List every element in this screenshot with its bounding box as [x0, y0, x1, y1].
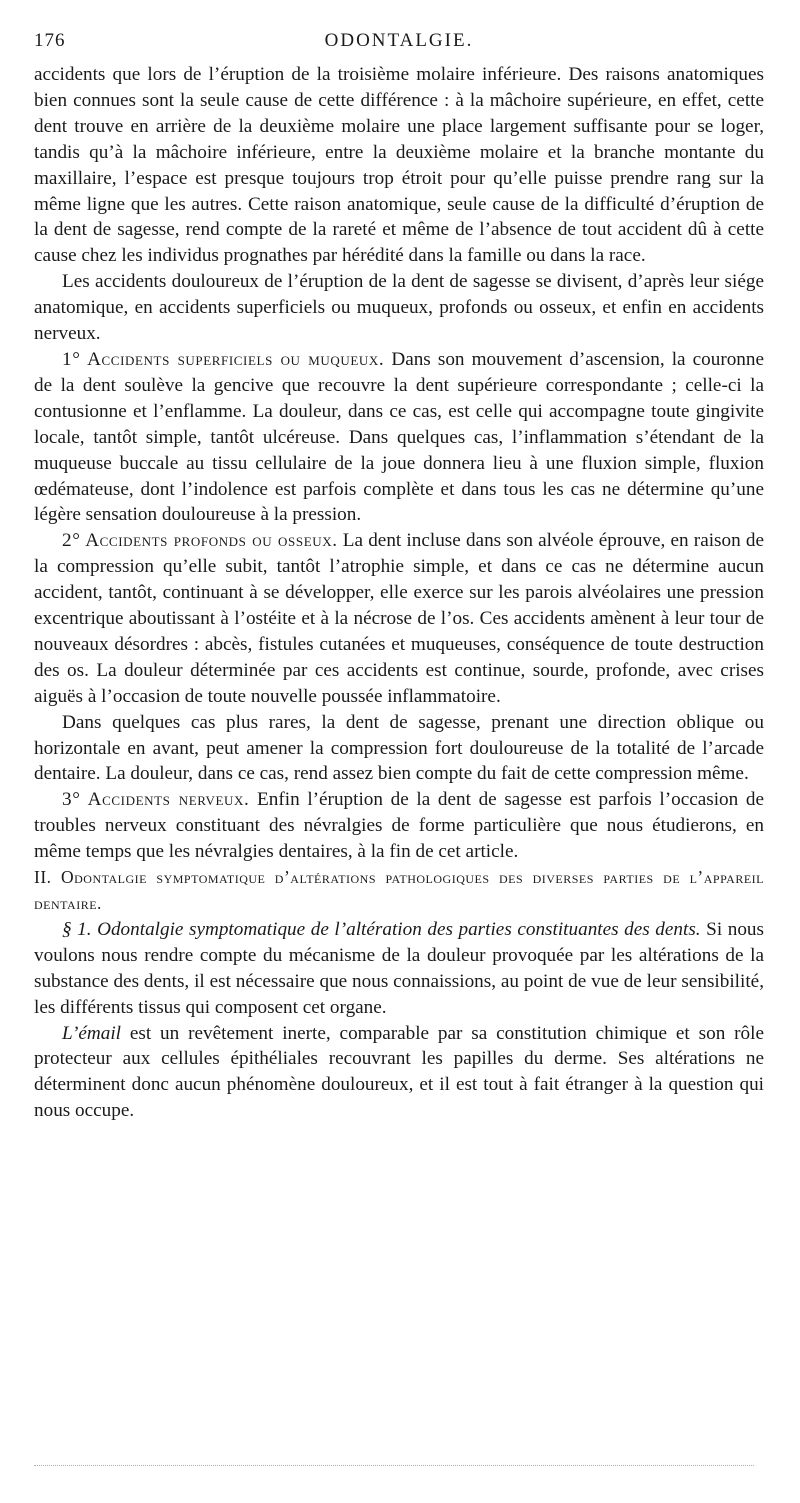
- paragraph-lead: 2° Accidents profonds ou osseux.: [62, 530, 338, 552]
- running-title: ODONTALGIE.: [324, 30, 474, 51]
- paragraph-nervous-accidents: [34, 787, 764, 865]
- paragraph-text: accidents que lors de l’éruption de la troisième molaire inférieure. Des raisons anatomiques bien connues sont la seule cause de cette différence : à la mâchoire supérieure, en effet, cette dent trouve en arrière de la deuxième molaire une place largement suffisante pour se loger, tandis qu’à la mâchoire inférieure, entre la deuxième molaire et la branche montante du maxillaire, l’espace est presque toujours trop étroit pour qu’elle puisse prendre rang sur la même ligne que les autres. Cette raison anatomique, seule cause de la difficulté d’éruption de la dent de sagesse, rend compte de la rareté et même de l’absence de tout accident dû à cette cause chez les individus prognathes par hérédité dans la famille ou dans la race.: [34, 64, 764, 267]
- section-heading: II. Odontalgie symptomatique d’altérations pathologiques des diverses parties de l’appareil dentaire.: [34, 867, 764, 913]
- footer-divider: [34, 1465, 754, 1466]
- paragraph-lead: 3° Accidents nerveux.: [62, 789, 250, 811]
- paragraph-deep-accidents: [34, 528, 764, 709]
- paragraph-text: est un revêtement inerte, comparable par sa constitution chimique et son rôle protecteur aux cellules épithéliales recouvrant les papilles du derme. Ses altérations ne déterminent donc aucun phénomène douloureux, et il est tout à fait étranger à la question qui nous occupe.: [34, 1022, 764, 1122]
- paragraph-rare-cases: [34, 710, 764, 788]
- paragraph-continuation: [34, 62, 764, 269]
- subsection-title: § 1. Odontalgie symptomatique de l’altération des parties constituantes des dents.: [62, 918, 701, 940]
- paragraph-text: Dans son mouvement d’ascension, la couronne de la dent soulève la gencive que recouvre la dent supérieure correspondante ; celle-ci la contusionne et l’enflamme. La douleur, dans ce cas, est celle qui accompagne toute gingivite locale, tantôt simple, tantôt ulcéreuse. Dans quelques cas, l’inflammation s’étendant de la muqueuse buccale au tissu cellulaire de la joue donnera lieu à une fluxion simple, fluxion œdémateuse, dont l’indolence est parfois complète et dans tous les cas ne détermine qu’une légère sensation douloureuse à la pression.: [34, 348, 765, 526]
- paragraph-text: Les accidents douloureux de l’éruption de la dent de sagesse se divisent, d’après leur siége anatomique, en accidents superficiels ou muqueux, profonds ou osseux, et enfin en accidents nerveux.: [34, 271, 764, 345]
- paragraph-text: Si nous voulons nous rendre compte du mécanisme de la douleur provoquée par les altérations de la substance des dents, il est nécessaire que nous connaissions, au point de vue de leur sensibilité, les différents tissus qui composent cet organe.: [34, 918, 764, 1018]
- paragraph-text: Dans quelques cas plus rares, la dent de sagesse, prenant une direction oblique ou horizontale en avant, peut amener la compression fort douloureuse de la totalité de l’arcade dentaire. La douleur, dans ce cas, rend assez bien compte du fait de cette compression même.: [34, 711, 764, 785]
- paragraph-subsection-1: [34, 917, 764, 1021]
- paragraph-lead: 1° Accidents superficiels ou muqueux.: [62, 348, 385, 370]
- paragraph-divisions: [34, 269, 764, 347]
- page-header: [34, 30, 764, 62]
- paragraph-superficial-accidents: [34, 347, 764, 528]
- paragraph-text: La dent incluse dans son alvéole éprouve, en raison de la compression qu’elle subit, tantôt l’atrophie simple, et dans ce cas ne détermine aucun accident, tantôt, continuant à se développer, elle exerce sur les parois alvéolaires une pression excentrique aboutissant à l’ostéite et à la nécrose de l’os. Ces accidents amènent à leur tour de nouveaux désordres : abcès, fistules cutanées et muqueuses, conséquence de toute destruction des os. La douleur déterminée par ces accidents est continue, sourde, profonde, avec crises aiguës à l’occasion de toute nouvelle poussée inflammatoire.: [34, 530, 764, 707]
- body-text: [34, 62, 764, 1124]
- page-number: 176: [34, 30, 66, 51]
- paragraph-enamel: [34, 1021, 764, 1125]
- document-page: [34, 30, 764, 1124]
- paragraph-lead: L’émail: [62, 1022, 121, 1044]
- paragraph-text: Enfin l’éruption de la dent de sagesse est parfois l’occasion de troubles nerveux constituant des névralgies de forme particulière que nous étudierons, en même temps que les névralgies dentaires, à la fin de cet article.: [34, 789, 765, 863]
